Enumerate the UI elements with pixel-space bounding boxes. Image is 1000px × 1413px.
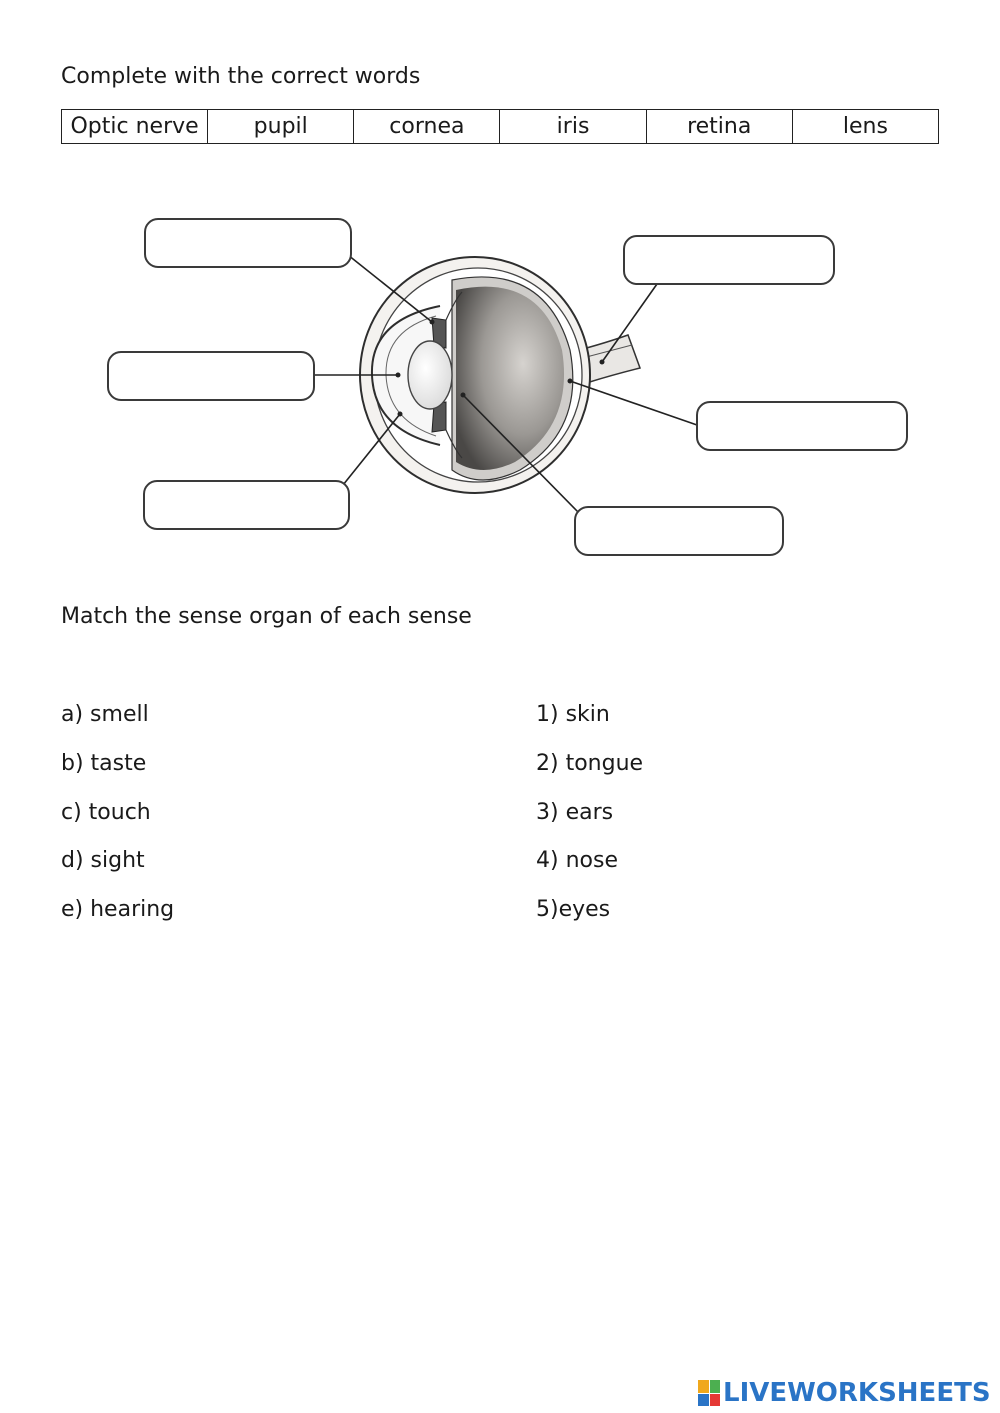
sense-item[interactable]: e) hearing: [61, 897, 175, 922]
sense-item[interactable]: d) sight: [61, 848, 145, 873]
word-bank-cell: Optic nerve: [62, 110, 208, 144]
instruction-complete-words: Complete with the correct words: [61, 64, 421, 89]
word-bank-cell: retina: [646, 110, 792, 144]
organ-item[interactable]: 3) ears: [536, 800, 614, 825]
answer-box-retina-label[interactable]: [696, 401, 908, 451]
word-bank-table: [61, 109, 939, 144]
answer-box-optic-nerve-label[interactable]: [623, 235, 835, 285]
sense-item[interactable]: c) touch: [61, 800, 151, 825]
organ-item[interactable]: 5)eyes: [536, 897, 611, 922]
word-bank-cell: iris: [500, 110, 646, 144]
word-bank-cell: pupil: [208, 110, 354, 144]
answer-box-cornea-label[interactable]: [144, 218, 352, 268]
organ-item[interactable]: 2) tongue: [536, 751, 644, 776]
instruction-match-senses: Match the sense organ of each sense: [61, 604, 472, 629]
word-bank-cell: cornea: [354, 110, 500, 144]
organ-item[interactable]: 1) skin: [536, 702, 610, 727]
answer-box-iris-label[interactable]: [143, 480, 350, 530]
answer-box-pupil-label[interactable]: [107, 351, 315, 401]
brand-name: LIVEWORKSHEETS: [723, 1378, 991, 1408]
liveworksheets-logo: [698, 1378, 991, 1408]
answer-box-lens-label[interactable]: [574, 506, 784, 556]
word-bank-cell: lens: [792, 110, 938, 144]
organ-item[interactable]: 4) nose: [536, 848, 618, 873]
sense-item[interactable]: b) taste: [61, 751, 147, 776]
sense-item[interactable]: a) smell: [61, 702, 149, 727]
liveworksheets-logo-icon: [698, 1380, 720, 1406]
